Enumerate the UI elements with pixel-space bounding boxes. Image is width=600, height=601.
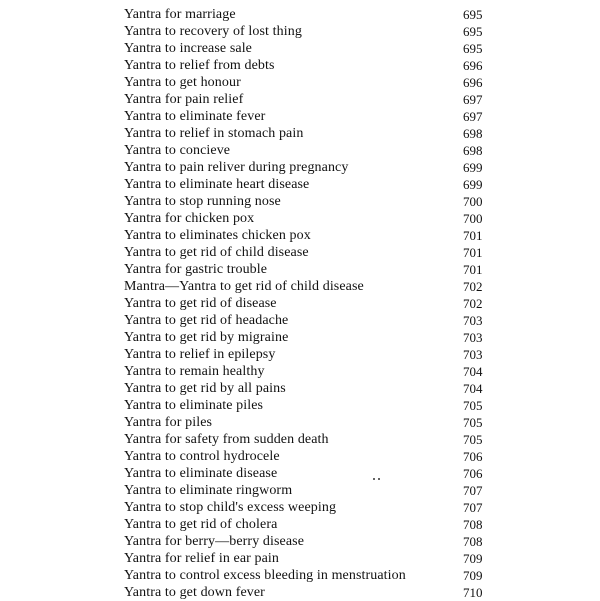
entry-page-number: 705	[463, 398, 483, 413]
print-speck	[373, 478, 375, 480]
entry-page-number: 704	[463, 381, 483, 396]
entry-page-number: 701	[463, 262, 483, 277]
entry-title: Yantra to remain healthy	[124, 364, 265, 379]
contents-entry	[0, 295, 600, 312]
entry-page-number: 704	[463, 364, 483, 379]
contents-entry	[0, 346, 600, 363]
contents-entry	[0, 142, 600, 159]
entry-page-number: 708	[463, 534, 483, 549]
entry-title: Yantra for marriage	[124, 7, 236, 22]
entry-title: Yantra to relief in epilepsy	[124, 347, 276, 362]
entry-page-number: 698	[463, 126, 483, 141]
contents-entry	[0, 414, 600, 431]
entry-title: Yantra to eliminate ringworm	[124, 483, 293, 498]
entry-page-number: 703	[463, 313, 483, 328]
entry-page-number: 710	[463, 585, 483, 600]
entry-page-number: 700	[463, 194, 483, 209]
entry-title: Yantra to get rid by all pains	[124, 381, 286, 396]
entry-title: Yantra to get rid of headache	[124, 313, 289, 328]
entry-title: Yantra to recovery of lost thing	[124, 24, 302, 39]
entry-title: Yantra to eliminate heart disease	[124, 177, 310, 192]
entry-page-number: 695	[463, 41, 483, 56]
entry-title: Yantra to relief in stomach pain	[124, 126, 304, 141]
contents-entry	[0, 482, 600, 499]
entry-title: Yantra to stop running nose	[124, 194, 281, 209]
entry-page-number: 695	[463, 24, 483, 39]
contents-entry	[0, 312, 600, 329]
entry-page-number: 700	[463, 211, 483, 226]
entry-page-number: 703	[463, 330, 483, 345]
contents-entry	[0, 23, 600, 40]
entry-page-number: 706	[463, 449, 483, 464]
entry-page-number: 697	[463, 92, 483, 107]
contents-entry	[0, 261, 600, 278]
contents-entry	[0, 193, 600, 210]
entry-page-number: 696	[463, 75, 483, 90]
entry-title: Yantra for pain relief	[124, 92, 244, 107]
contents-entry	[0, 516, 600, 533]
contents-entry	[0, 465, 600, 482]
entry-page-number: 707	[463, 483, 483, 498]
entry-title: Yantra for piles	[124, 415, 213, 430]
entry-title: Yantra to eliminate piles	[124, 398, 264, 413]
entry-title: Yantra for relief in ear pain	[124, 551, 280, 566]
entry-title: Yantra to eliminate disease	[124, 466, 278, 481]
contents-entry	[0, 6, 600, 23]
entry-title: Yantra to pain reliver during pregnancy	[124, 160, 349, 175]
entry-title: Yantra for safety from sudden death	[124, 432, 329, 447]
contents-entry	[0, 448, 600, 465]
entry-page-number: 697	[463, 109, 483, 124]
contents-entry	[0, 363, 600, 380]
contents-entry	[0, 329, 600, 346]
entry-title: Yantra to get honour	[124, 75, 241, 90]
entry-page-number: 698	[463, 143, 483, 158]
entry-title: Yantra for gastric trouble	[124, 262, 268, 277]
contents-entry	[0, 40, 600, 57]
contents-entry	[0, 244, 600, 261]
entry-title: Yantra to relief from debts	[124, 58, 275, 73]
contents-entry	[0, 227, 600, 244]
contents-entry	[0, 431, 600, 448]
contents-entry	[0, 74, 600, 91]
entry-page-number: 702	[463, 279, 483, 294]
print-speck	[378, 478, 380, 480]
entry-page-number: 702	[463, 296, 483, 311]
entry-title: Yantra to control excess bleeding in menstruation	[124, 568, 406, 583]
entry-page-number: 695	[463, 7, 483, 22]
entry-title: Yantra to eliminate fever	[124, 109, 266, 124]
entry-page-number: 709	[463, 551, 483, 566]
entry-title: Yantra to get rid by migraine	[124, 330, 289, 345]
entry-title: Yantra for berry—berry disease	[124, 534, 305, 549]
entry-title: Yantra to get rid of child disease	[124, 245, 309, 260]
entry-title: Mantra—Yantra to get rid of child disease	[124, 279, 364, 294]
contents-entry	[0, 176, 600, 193]
entry-title: Yantra for chicken pox	[124, 211, 255, 226]
entry-page-number: 699	[463, 160, 483, 175]
entry-page-number: 706	[463, 466, 483, 481]
entry-page-number: 709	[463, 568, 483, 583]
contents-entry	[0, 159, 600, 176]
contents-entry	[0, 57, 600, 74]
entry-title: Yantra to eliminates chicken pox	[124, 228, 311, 243]
entry-title: Yantra to control hydrocele	[124, 449, 280, 464]
contents-list	[0, 6, 600, 601]
contents-entry	[0, 108, 600, 125]
entry-page-number: 699	[463, 177, 483, 192]
entry-title: Yantra to get rid of cholera	[124, 517, 278, 532]
contents-entry	[0, 567, 600, 584]
entry-page-number: 701	[463, 228, 483, 243]
entry-title: Yantra to get rid of disease	[124, 296, 277, 311]
entry-page-number: 696	[463, 58, 483, 73]
contents-entry	[0, 210, 600, 227]
contents-entry	[0, 125, 600, 142]
contents-entry	[0, 278, 600, 295]
entry-page-number: 703	[463, 347, 483, 362]
contents-entry	[0, 550, 600, 567]
contents-entry	[0, 584, 600, 601]
contents-entry	[0, 397, 600, 414]
contents-entry	[0, 533, 600, 550]
entry-page-number: 705	[463, 432, 483, 447]
entry-page-number: 708	[463, 517, 483, 532]
entry-title: Yantra to stop child's excess weeping	[124, 500, 337, 515]
entry-title: Yantra to increase sale	[124, 41, 252, 56]
entry-title: Yantra to concieve	[124, 143, 231, 158]
contents-entry	[0, 499, 600, 516]
contents-entry	[0, 91, 600, 108]
entry-page-number: 705	[463, 415, 483, 430]
entry-title: Yantra to get down fever	[124, 585, 265, 600]
entry-page-number: 701	[463, 245, 483, 260]
entry-page-number: 707	[463, 500, 483, 515]
contents-entry	[0, 380, 600, 397]
